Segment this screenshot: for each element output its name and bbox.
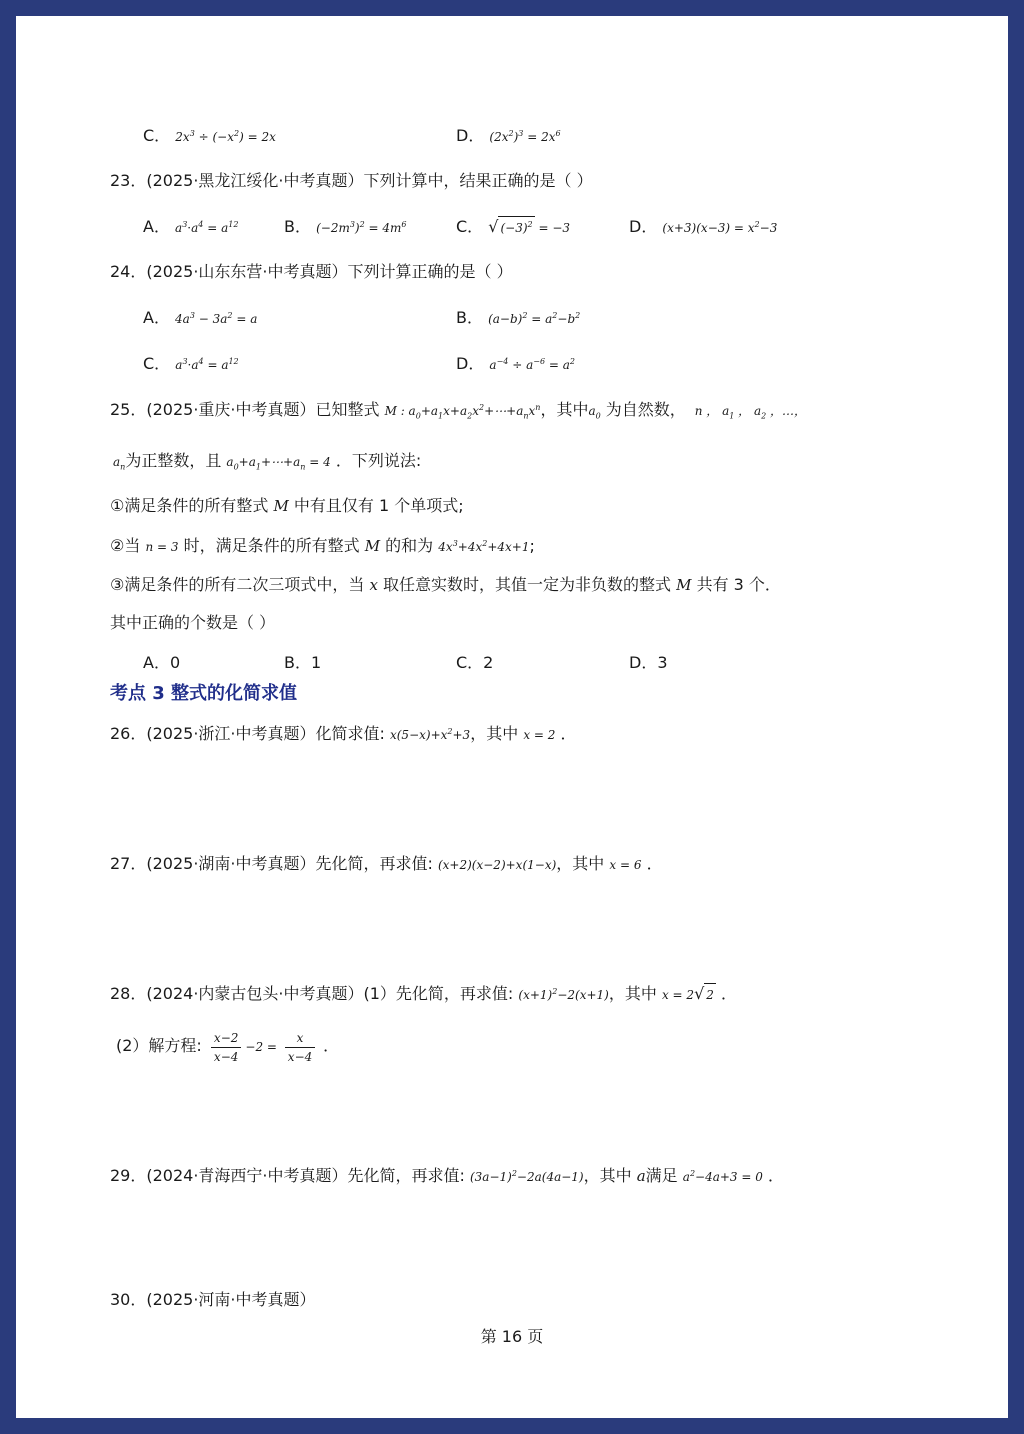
q28-part1: 28．(2024·内蒙古包头·中考真题）(1）先化简，再求值: $(x+1)^2-2(x+1)$，其中 x = 2√ 2 ． <box>110 983 737 1006</box>
q23-option-b[interactable]: B． $(-2m^3)^2 = 4m^6$ <box>284 217 407 236</box>
q24-option-d[interactable]: D． $a^{-4} \div a^{-6} = a^2$ <box>456 354 575 373</box>
q29: 29．(2024·青海西宁·中考真题）先化简，再求值: $(3a-1)^2-2a(4a-1)$，其中 a满足 $a^2-4a+3 = 0$ ． <box>110 1166 785 1185</box>
page-number: 第 16 页 <box>480 1327 544 1346</box>
math-expression: $a^2-4a+3 = 0$ <box>682 1169 763 1184</box>
q25-option-d[interactable]: D．3 <box>629 653 668 672</box>
math-expression: $4x^3+4x^2+4x+1$ <box>438 539 530 554</box>
q23-option-d[interactable]: D． $(x+3)(x-3) = x^2-3$ <box>629 217 778 236</box>
math-expression: n ， $a_1$ ， $a_2$ ，…， <box>690 404 807 421</box>
math-expression: $a_0$ <box>588 404 601 421</box>
math-expression: $4a^3 - 3a^2 = a$ <box>175 311 258 326</box>
q25-statement-1: ①满足条件的所有整式 M 中有且仅有 1 个单项式; <box>110 496 464 515</box>
math-expression: x = 2 <box>523 728 556 742</box>
q23-option-a[interactable]: A． $a^3\cdot a^4 = a^{12}$ <box>143 217 239 236</box>
q24-stem: 24．(2025·山东东营·中考真题）下列计算正确的是（ ） <box>110 262 513 281</box>
math-expression: x = 6 <box>609 858 642 872</box>
q24-option-b[interactable]: B． $(a-b)^2 = a^2-b^2$ <box>456 308 581 327</box>
math-expression: $\frac{x-2}{x-4}$ −2 = $\frac{x}{x-4}$ <box>207 1040 323 1054</box>
q25-statement-3: ③满足条件的所有二次三项式中，当 x 取任意实数时，其值一定为非负数的整式 M 共有 3 个． <box>110 575 781 594</box>
q25-stem-line1: 25．(2025·重庆·中考真题）已知整式 M : $a_0+a_1x+a_2x^2+\cdots+a_nx^n$，其中$a_0$ 为自然数， n ， $a_1$ ， $a_2$ ，…， <box>110 400 807 421</box>
q24-option-c[interactable]: C． $a^3\cdot a^4 = a^{12}$ <box>143 354 239 373</box>
q30-stem: 30．(2025·河南·中考真题） <box>110 1290 316 1309</box>
q26: 26．(2025·浙江·中考真题）化简求值: $x(5-x)+x^2+3$，其中 x = 2 ． <box>110 724 577 743</box>
math-expression: $x(5-x)+x^2+3$ <box>389 727 471 742</box>
q22-option-d[interactable]: D． $(2x^2)^3 = 2x^6$ <box>456 126 561 145</box>
math-expression: (x+2)(x−2)+x(1−x) <box>437 858 557 872</box>
document-page <box>16 16 1008 1418</box>
section-heading: 考点 3 整式的化简求值 <box>110 683 298 704</box>
q25-option-a[interactable]: A．0 <box>143 653 181 672</box>
q25-stem-line2: $a_n$为正整数，且 $a_0+a_1+\cdots+a_n = 4$ ．下列说法: <box>113 451 422 472</box>
math-expression: x = 2√ 2 <box>662 988 716 1002</box>
q23-option-c[interactable]: C． √ $(-3)^2 = -3$ <box>456 216 570 239</box>
math-expression: $(x+3)(x-3) = x^2-3$ <box>662 220 778 235</box>
math-expression: $a_0+a_1+\cdots+a_n = 4$ <box>226 455 331 472</box>
math-expression: $(-2m^3)^2 = 4m^6$ <box>316 220 407 235</box>
math-expression: n = 3 <box>145 540 179 554</box>
math-expression: $(2x^2)^3 = 2x^6$ <box>489 129 561 144</box>
math-expression: $(a-b)^2 = a^2-b^2$ <box>488 311 581 326</box>
q23-stem: 23．(2025·黑龙江绥化·中考真题）下列计算中，结果正确的是（ ） <box>110 171 593 190</box>
q24-option-a[interactable]: A． $4a^3 - 3a^2 = a$ <box>143 308 258 327</box>
q25-statement-2: ②当 n = 3 时，满足条件的所有整式 M 的和为 $4x^3+4x^2+4x+1$; <box>110 536 535 555</box>
q27: 27．(2025·湖南·中考真题）先化简，再求值: (x+2)(x−2)+x(1−x)，其中 x = 6 ． <box>110 854 663 873</box>
math-expression: $2x^3 \div (-x^2) = 2x$ <box>175 129 276 144</box>
q25-ask: 其中正确的个数是（ ） <box>110 613 276 632</box>
math-expression: M : $a_0+a_1x+a_2x^2+\cdots+a_nx^n$ <box>384 403 541 421</box>
math-expression: $a^3\cdot a^4 = a^{12}$ <box>175 357 239 372</box>
q28-part2: (2）解方程: $\frac{x-2}{x-4}$ −2 = $\frac{x}{x-4}$ ． <box>116 1031 340 1064</box>
math-expression: $a_n$ <box>113 455 126 472</box>
q25-option-b[interactable]: B．1 <box>284 653 322 672</box>
math-expression: $a^3\cdot a^4 = a^{12}$ <box>175 220 239 235</box>
math-expression: $(x+1)^2-2(x+1)$ <box>518 987 609 1002</box>
math-expression: $a^{-4} \div a^{-6} = a^2$ <box>489 357 575 372</box>
math-expression: $(3a-1)^2-2a(4a-1)$ <box>469 1169 584 1184</box>
q25-option-c[interactable]: C．2 <box>456 653 494 672</box>
q22-option-c[interactable]: C． $2x^3 \div (-x^2) = 2x$ <box>143 126 276 145</box>
math-expression: √ $(-3)^2 = -3$ <box>488 221 570 235</box>
